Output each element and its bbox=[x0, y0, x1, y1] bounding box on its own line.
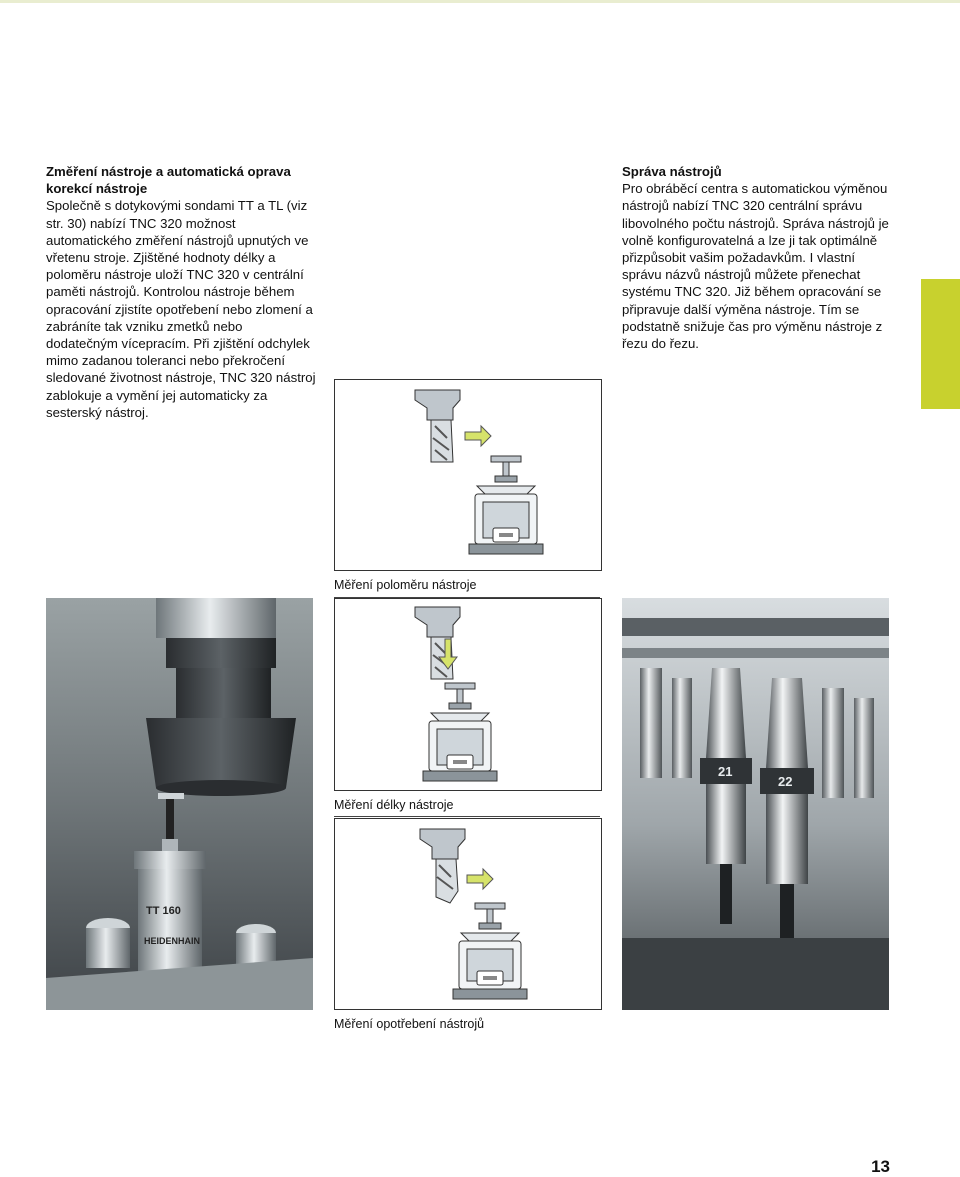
caption-wear: Měření opotřebení nástrojů bbox=[334, 1017, 485, 1031]
diagram-radius-measurement bbox=[334, 379, 602, 571]
left-heading: Změření nástroje a automatická oprava korekcí nástroje bbox=[46, 164, 291, 197]
magazine-pocket-22: 22 bbox=[778, 774, 793, 789]
right-body: Pro obráběcí centra s automatickou výměnou nástrojů nabízí TNC 320 centrální správu libovolného počtu nástrojů. Správa nástrojů je volně konfigurovatelná a lze ji tak optimálně přizpůsobit vašim požadavkům. I vlastní správu názvů nástrojů můžete přenechat systému TNC 320. Již během opracování se připravuje další výměna nástroje. Tím se podstatně snižuje čas pro výměnu nástroje z řezu do řezu. bbox=[622, 181, 889, 352]
right-heading: Správa nástrojů bbox=[622, 164, 722, 179]
page-number: 13 bbox=[871, 1157, 890, 1176]
diagram-wear-measurement bbox=[334, 818, 602, 1010]
photo-tool-probe bbox=[46, 598, 313, 1010]
photo-label-heidenhain: HEIDENHAIN bbox=[144, 936, 201, 946]
left-column bbox=[46, 163, 316, 421]
caption-radius: Měření poloměru nástroje bbox=[334, 578, 477, 592]
magazine-pocket-21: 21 bbox=[718, 764, 733, 779]
section-tab bbox=[921, 279, 960, 409]
right-column bbox=[622, 163, 897, 352]
caption-length: Měření délky nástroje bbox=[334, 798, 454, 812]
photo-tool-magazine bbox=[622, 598, 889, 1010]
diagram-length-measurement bbox=[334, 598, 602, 791]
top-rule bbox=[0, 0, 960, 3]
caption-rule-length bbox=[334, 816, 600, 817]
photo-label-tt160: TT 160 bbox=[146, 905, 181, 917]
left-body: Společně s dotykovými sondami TT a TL (viz str. 30) nabízí TNC 320 možnost automatického změření nástrojů upnutých ve vřetenu stroje. Zjištěné hodnoty délky a poloměru nástroje uloží TNC 320 v centrální paměti nástrojů. Kontrolou nástroje během opracování zjistíte opotřebení nebo zlomení a zabráníte tak vzniku zmetků nebo dodatečným vícepracím. Při zjištění odchylek mimo zadanou toleranci nebo překročení sledované životnost nástroje, TNC 320 nástroj zablokuje a vymění jej automaticky za sesterský nástroj. bbox=[46, 198, 316, 420]
